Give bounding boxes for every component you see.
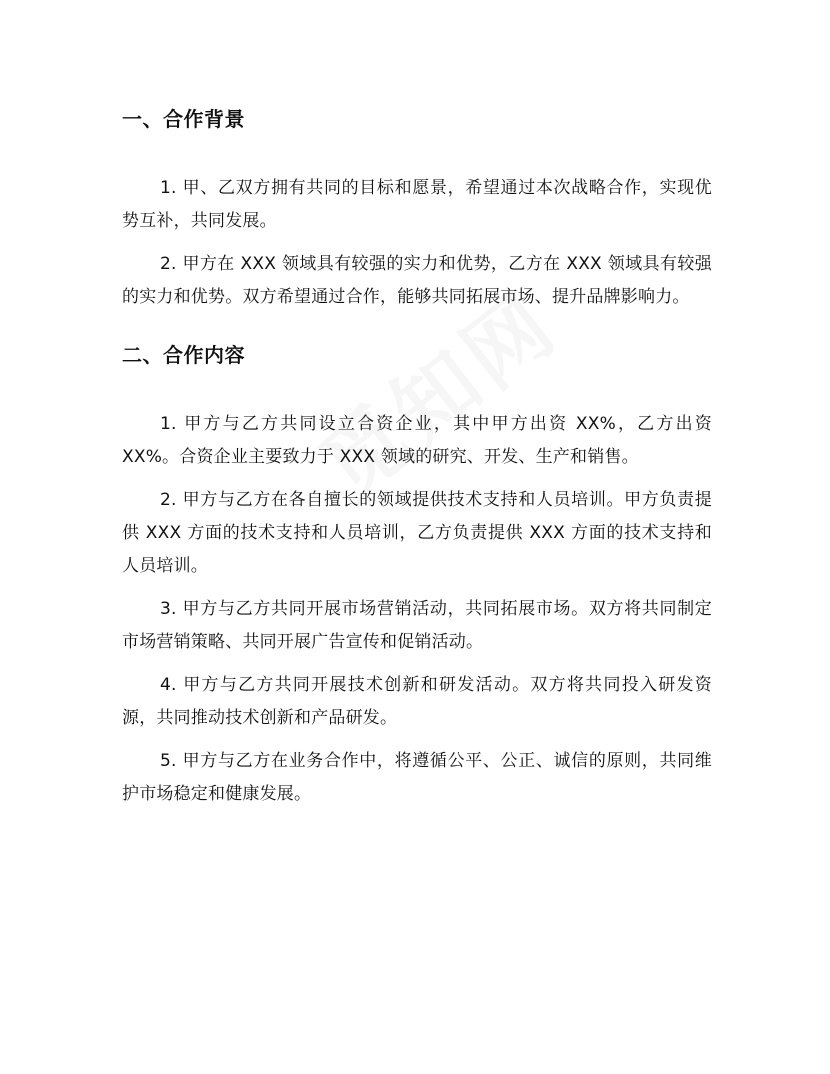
paragraph: 1. 甲、乙双方拥有共同的目标和愿景，希望通过本次战略合作，实现优势互补，共同发展。 <box>122 178 712 231</box>
spacer <box>122 138 712 172</box>
document-body <box>122 100 712 821</box>
paragraph: 3. 甲方与乙方共同开展市场营销活动，共同拓展市场。双方将共同制定市场营销策略、共同开展广告宣传和促销活动。 <box>122 599 712 652</box>
section-heading-content: 二、合作内容 <box>122 343 245 367</box>
paragraph: 2. 甲方在 XXX 领域具有较强的实力和优势，乙方在 XXX 领域具有较强的实力和优势。双方希望通过合作，能够共同拓展市场、提升品牌影响力。 <box>122 254 712 307</box>
spacer <box>122 374 712 408</box>
paragraph: 1. 甲方与乙方共同设立合资企业，其中甲方出资 XX%，乙方出资 XX%。合资企业主要致力于 XXX 领域的研究、开发、生产和销售。 <box>122 414 712 467</box>
paragraph: 2. 甲方与乙方在各自擅长的领域提供技术支持和人员培训。甲方负责提供 XXX 方面的技术支持和人员培训，乙方负责提供 XXX 方面的技术支持和人员培训。 <box>122 490 712 576</box>
paragraph: 4. 甲方与乙方共同开展技术创新和研发活动。双方将共同投入研发资源，共同推动技术创新和产品研发。 <box>122 675 712 728</box>
paragraph: 5. 甲方与乙方在业务合作中，将遵循公平、公正、诚信的原则，共同维护市场稳定和健康发展。 <box>122 751 712 804</box>
section-heading-background: 一、合作背景 <box>122 107 245 131</box>
